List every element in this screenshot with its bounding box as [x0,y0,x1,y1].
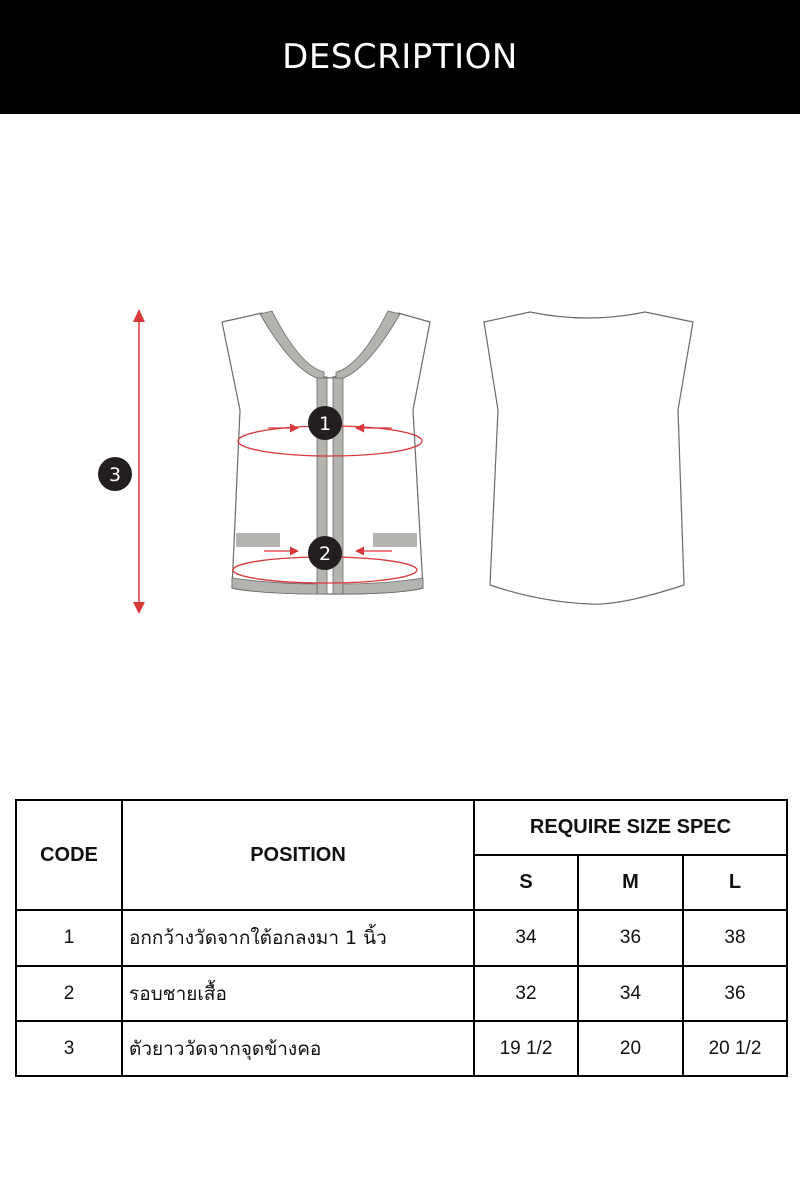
require-size-spec-header: REQUIRE SIZE SPEC [474,800,787,855]
row-value-m: 20 [578,1021,683,1076]
row-code: 2 [16,966,122,1021]
row-code: 1 [16,910,122,966]
measurement-diagram [0,114,800,794]
row-value-s: 32 [474,966,578,1021]
page-title: DESCRIPTION [282,37,518,77]
row-value-l: 20 1/2 [683,1021,787,1076]
svg-text:2: 2 [318,543,332,565]
row-value-s: 34 [474,910,578,966]
marker-1-badge [308,406,342,440]
row-position: อกกว้างวัดจากใต้อกลงมา 1 นิ้ว [122,910,474,966]
table-row [16,1021,787,1076]
row-position: ตัวยาววัดจากจุดข้างคอ [122,1021,474,1076]
row-code: 3 [16,1021,122,1076]
row-value-m: 36 [578,910,683,966]
row-value-s: 19 1/2 [474,1021,578,1076]
row-value-m: 34 [578,966,683,1021]
svg-text:1: 1 [318,413,332,435]
table-row [16,966,787,1021]
size-l-header: L [683,855,787,910]
row-value-l: 36 [683,966,787,1021]
table-row [16,910,787,966]
header-bar [0,0,800,114]
row-position: รอบชายเสื้อ [122,966,474,1021]
back-vest-icon [484,312,693,604]
row-value-l: 38 [683,910,787,966]
svg-text:3: 3 [108,464,122,486]
size-spec-table [15,799,788,1077]
size-m-header: M [578,855,683,910]
size-s-header: S [474,855,578,910]
marker-2-badge [308,536,342,570]
marker-3-badge [98,457,132,491]
length-arrow [133,309,145,614]
position-header: POSITION [122,800,474,910]
code-header: CODE [16,800,122,910]
